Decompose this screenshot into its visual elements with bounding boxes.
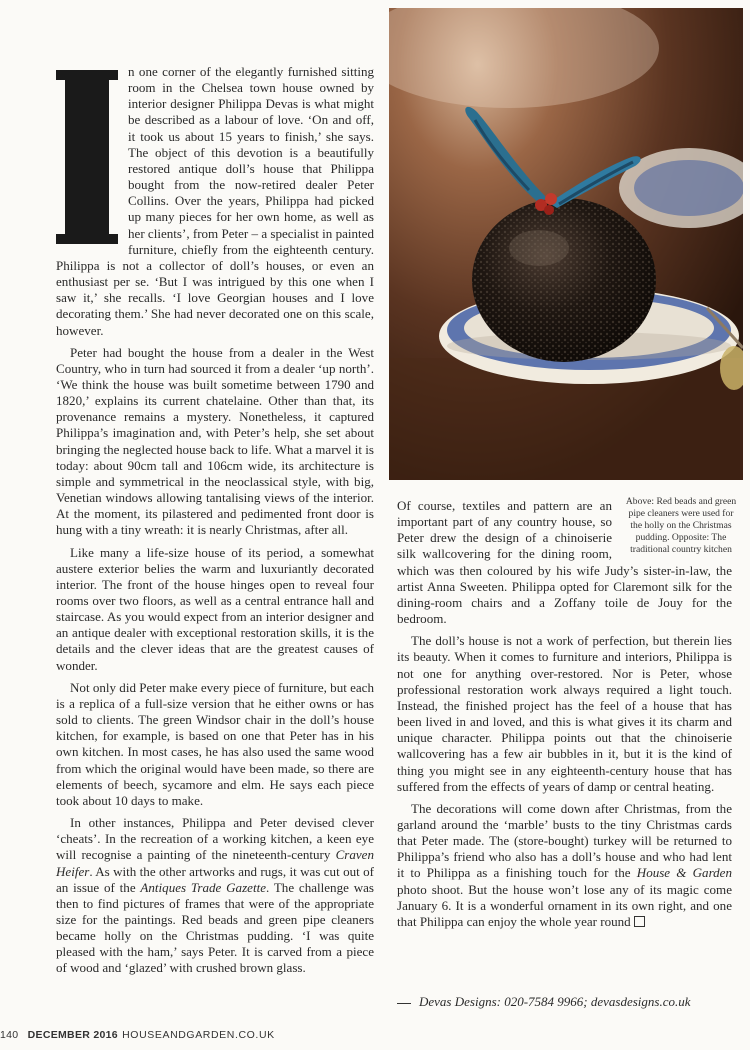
paragraph-1: n one corner of the elegantly furnished sitting room in the Chelsea town house owned by interior designer Philippa Devas is what might be described as a labour of love. ‘On and off, it took us about 15 years to finish,’ she says. The object of this devotion is a beautifully restored antique doll’s house that Philippa bought from the now-retired dealer Peter Collins. Over the years, Philippa had picked up many pieces for her own home, as well as her clients’, from Peter – a specialist in painted furniture, chiefly from the eighteenth century. Philippa is not a collector of doll’s houses, or even an enthusiast per se. ‘But I was intrigued by this one when I saw it,’ she recalls. ‘I love Georgian houses and I love decorating them.’ She had never decorated one on this scale, however. [56,64,374,338]
paragraph-4: Not only did Peter make every piece of furniture, but each is a replica of a full-size version that he either owns or has sold to clients. The green Windsor chair in the doll’s house kitchen, for example, is based on one that Peter has in his own kitchen. In most cases, he has also used the same wood from which the original would have been made, so there are elements of beech, sycamore and elm. He says each piece took about 10 days to make. [56,679,374,808]
painting-title: Craven Heifer [56,847,374,879]
website: HOUSEANDGARDEN.CO.UK [122,1029,275,1041]
p3-end: photo shoot. But the house won’t lose any of its magic come January 6. It is a wonderful ornament in its own right, and one that Philippa can enjoy the whole year round [397,881,732,929]
right-paragraph-3 [397,801,732,930]
p5-mid: . As with the other artworks and rugs, it was cut out of an issue of the [56,863,374,895]
paragraph-3: Like many a life-size house of its period, a somewhat austere exterior belies the warm and luxuriantly decorated interior. The front of the house hinges open to reveal four rooms over two floors, as well as a central entrance hall and staircase. As you would expect from an interior designer and an antique dealer with exceptional restoration skills, it is the details and the clever ideas that are the greatest causes of wonder. [56,544,374,673]
house-garden-title: House & Garden [636,865,733,881]
paragraph-2: Peter had bought the house from a dealer in the West Country, who in turn had sourced it from a dealer ‘up north’. ‘We think the house was built sometime between 1790 and 1820,’ explains its current chatelaine. Other than that, its provenance remains a mystery. Nonetheless, it captured Philippa’s imagination and, with Peter’s help, she set about bringing the neglected house back to life. What a marvel it is today: about 90cm tall and 106cm wide, its architecture is simple and symmetrical in the neoclassical style, with big, Venetian windows allowing tantalising views of the interior. At the moment, its pilastered and pedimented front door is hung with a tiny wreath: it is nearly Christmas, after all. [56,344,374,538]
christmas-pudding-photo [389,8,743,480]
article-right-column [397,496,737,936]
page-number: 140 [0,1029,19,1041]
right-paragraph-2: The doll’s house is not a work of perfection, but therein lies its beauty. When it comes to furniture and interiors, Philippa is not one for anything over-restored. Nor is Peter, whose professional restoration work always required a light touch. Instead, the finished project has the feel of a house that has been lived in and loved, and this is what gives it its charm and unique character. Philippa points out that the chinoiserie wallcovering has a few air bubbles in it, but it is the kind of thing you might see in any eighteenth-century house that has suffered from the effects of years of damp or central heating. [397,633,732,794]
right-paragraph-1: Of course, textiles and pattern are an important part of any country house, so Peter drew the design of a chinoiserie silk wallcovering for the dining room, which was then coloured by his wife Judy’s sister-in-law, the artist Anna Sweeten. Philippa opted for Claremont silk for the dining-room chairs and a Zoffany toile de Jouy for the bedroom. [397,498,732,627]
article-left-column [56,64,374,983]
photo-caption: Above: Red beads and green pipe cleaners were used for the holly on the Christmas pudding. Opposite: The traditional country kitchen [625,496,737,555]
drop-cap [56,70,118,248]
photo-illustration [389,8,743,480]
credit-line: Devas Designs: 020-7584 9966; devasdesigns.co.uk [419,994,691,1009]
p5-end: . The challenge was then to find pictures of frames that were of the appropriate size for the paintings. Red beads and green pipe cleaners became holly on the Christmas pudding. ‘I was quite pleased with the ham,’ says Peter. It is carved from a piece of wood and ‘glazed’ with crushed brown glass. [56,879,374,976]
p3-start: The decorations will come down after Christmas, from the garland around the ‘marble’ busts to the tiny Christmas cards that Peter made. The (store-bought) turkey will be returned to Philippa’s friend who also has a doll’s house and who had lent it to Philippa as a finishing touch for the [397,800,732,881]
page-footer [0,1029,400,1041]
p5-start: In other instances, Philippa and Peter devised clever ‘cheats’. In the recreation of a working kitchen, a keen eye will recognise a painting of the nineteenth-century [56,815,374,863]
drop-cap-glyph [65,70,109,244]
issue-date: DECEMBER 2016 [27,1029,118,1041]
paragraph-5 [56,815,374,977]
magazine-title: Antiques Trade Gazette [140,879,266,895]
end-mark-icon [634,916,645,927]
